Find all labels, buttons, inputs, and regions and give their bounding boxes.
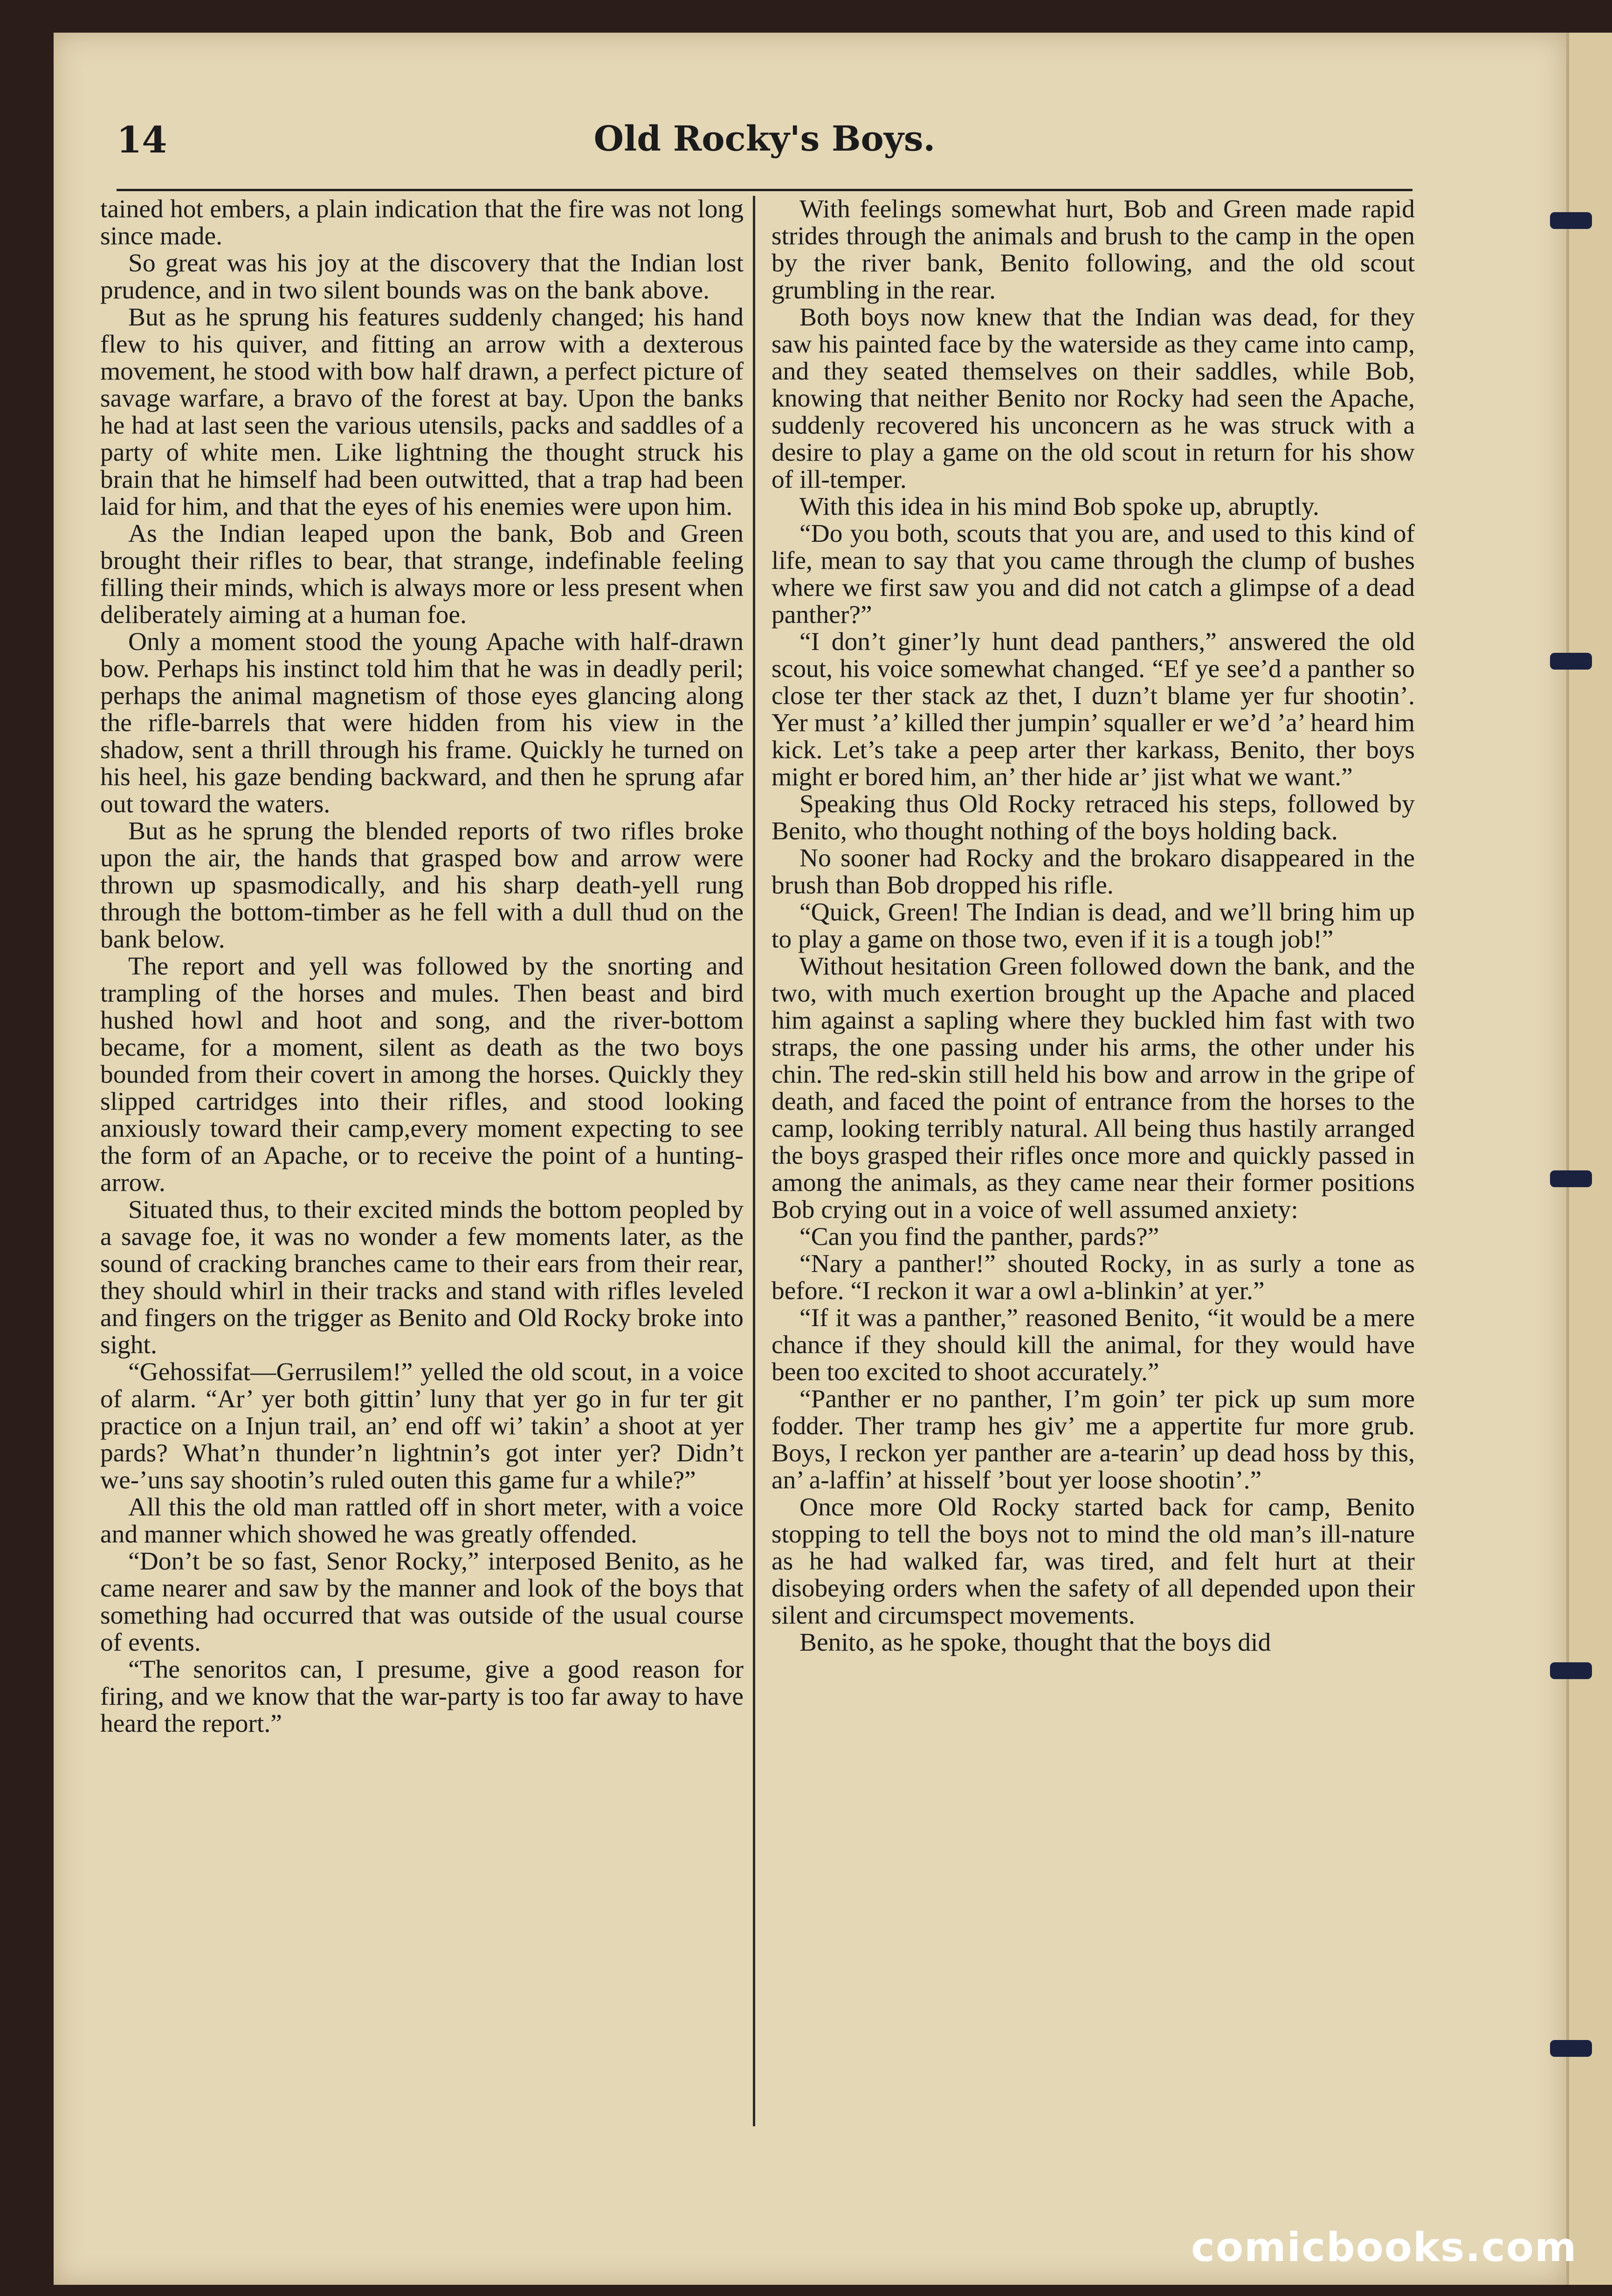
binding-stitch — [1550, 212, 1592, 229]
paragraph: Both boys now knew that the Indian was dead, for they saw his painted face by the waterside as they came into camp, and they seated themselves on their saddles, while Bob, knowing that neither Benito nor Rocky had seen the Apache, suddenly recovered his unconcern as he was struck with a desire to play a game on the old scout in return for his show of ill-temper. — [772, 303, 1415, 494]
paragraph: No sooner had Rocky and the brokaro disappeared in the brush than Bob dropped his rifle. — [772, 844, 1415, 899]
paragraph: “Can you find the panther, pards?” — [799, 1223, 1159, 1251]
paragraph: Benito, as he spoke, thought that the boys did — [799, 1628, 1271, 1657]
paragraph: tained hot embers, a plain indication that the fire was not long since made. — [100, 196, 744, 250]
paragraph: Without hesitation Green followed down the bank, and the two, with much exertion brought up the Apache and placed him against a sapling where they buckled him fast with two straps, the one passing under his arms, the other under his chin. The red-skin still held his bow and arrow in the gripe of death, and faced the point of entrance from the horses to the camp, looking terribly natural. All being thus hastily arranged the boys grasped their rifles once more and quickly passed in among the animals, as they came near their former positions Bob crying out in a voice of well assumed anxiety: — [772, 952, 1415, 1224]
paragraph: “If it was a panther,” reasoned Benito, “it would be a mere chance if they should kill the animal, for they would have been too excited to shoot accurately.” — [772, 1304, 1415, 1386]
paragraph: But as he sprung his features suddenly changed; his hand flew to his quiver, and fitting an arrow with a dexterous movement, he stood with bow half drawn, a perfect picture of savage warfare, a bravo of the forest at bay. Upon the banks he had at last seen the various utensils, packs and saddles of a party of white men. Like lightning the thought struck his brain that he himself had been outwitted, that a trap had been laid for him, and that the eyes of his enemies were upon him. — [100, 303, 744, 521]
paragraph: So great was his joy at the discovery that the Indian lost prudence, and in two silent bounds was on the bank above. — [100, 249, 744, 304]
page-header — [117, 119, 1412, 191]
binding-stitch — [1550, 2040, 1592, 2057]
paragraph: “I don’t giner’ly hunt dead panthers,” answered the old scout, his voice somewhat changed. “Ef ye see’d a panther so close ter ther stack az thet, I duzn’t blame yer fur shootin’. Yer must ’a’ killed ther jumpin’ squaller er we’d ’a’ heard him kick. Let’s take a peep arter ther karkass, Benito, ther boys might er bored him, an’ ther hide ar’ jist what we want.” — [772, 628, 1415, 791]
paragraph: With this idea in his mind Bob spoke up, abruptly. — [799, 492, 1319, 521]
paragraph: “Do you both, scouts that you are, and used to this kind of life, mean to say that you came through the clump of bushes where we first saw you and did not catch a glimpse of a dead panther?” — [772, 519, 1415, 629]
paragraph: All this the old man rattled off in short meter, with a voice and manner which showed he was greatly offended. — [100, 1493, 744, 1549]
paragraph: But as he sprung the blended reports of two rifles broke upon the air, the hands that grasped bow and arrow were thrown up spasmodically, and his sharp death-yell rung through the bottom-timber as he fell with a dull thud on the bank below. — [100, 817, 744, 954]
site-watermark: comicbooks.com — [1191, 2224, 1578, 2271]
paragraph: As the Indian leaped upon the bank, Bob and Green brought their rifles to bear, that strange, indefinable feeling filling their minds, which is always more or less present when deliberately aiming at a human foe. — [100, 519, 744, 629]
paragraph: With feelings somewhat hurt, Bob and Green made rapid strides through the animals and brush to the camp in the open by the river bank, Benito following, and the old scout grumbling in the rear. — [772, 196, 1415, 304]
paragraph: Once more Old Rocky started back for camp, Benito stopping to tell the boys not to mind the old man’s ill-nature as he had walked far, was tired, and felt hurt at their disobeying orders when the safety of all depended upon their silent and circumspect movements. — [772, 1493, 1415, 1630]
binding-stitch — [1550, 1662, 1592, 1679]
paragraph: “Quick, Green! The Indian is dead, and we’ll bring him up to play a game on those two, even if it is a tough job!” — [772, 898, 1415, 954]
running-title: Old Rocky's Boys. — [593, 119, 936, 159]
page-number: 14 — [117, 119, 167, 161]
binding-stitch — [1550, 653, 1592, 670]
paragraph: Situated thus, to their excited minds the bottom peopled by a savage foe, it was no wonder a few moments later, as the sound of cracking branches came to their ears from their rear, they should whirl in their tracks and stand with rifles leveled and fingers on the trigger as Benito and Old Rocky broke into sight. — [100, 1196, 744, 1359]
paragraph: The report and yell was followed by the snorting and trampling of the horses and mules. Then beast and bird hushed howl and hoot and song, and the river-bottom became, for a moment, silent as death as the two boys bounded from their covert in among the horses. Quickly they slipped cartridges into their rifles, and stood looking anxiously toward their camp,every moment expecting to see the form of an Apache, or to receive the point of a hunting-arrow. — [100, 952, 744, 1197]
paragraph: “Gehossifat—Gerrusilem!” yelled the old scout, in a voice of alarm. “Ar’ yer both gittin’ luny that yer go in fur ter git practice on a Injun trail, an’ end off wi’ takin’ a shoot at yer pards? What’n thunder’n lightnin’s got inter yer? Didn’t we-’uns say shootin’s ruled outen this game fur a while?” — [100, 1358, 744, 1494]
left-text-column — [100, 196, 744, 2145]
paragraph: “The senoritos can, I presume, give a good reason for firing, and we know that the war-party is too far away to have heard the report.” — [100, 1655, 744, 1738]
paragraph: “Nary a panther!” shouted Rocky, in as surly a tone as before. “I reckon it war a owl a-blinkin’ at yer.” — [772, 1250, 1415, 1305]
column-divider — [753, 196, 755, 2126]
paragraph: “Panther er no panther, I’m goin’ ter pick up sum more fodder. Ther tramp hes giv’ me a appertite fur more grub. Boys, I reckon yer panther are a-tearin’ up dead hoss by this, an’ a-laffin’ at hisself ’bout yer loose shootin’.” — [772, 1385, 1415, 1494]
paragraph: Only a moment stood the young Apache with half-drawn bow. Perhaps his instinct told him that he was in deadly peril; perhaps the animal magnetism of those eyes glancing along the rifle-barrels that were hidden from his view in the shadow, sent a thrill through his frame. Quickly he turned on his heel, his gaze bending backward, and then he sprung afar out toward the waters. — [100, 628, 744, 818]
right-text-column — [772, 196, 1415, 2145]
page-binding-edge — [1566, 33, 1612, 2285]
paragraph: Speaking thus Old Rocky retraced his steps, followed by Benito, who thought nothing of the boys holding back. — [772, 790, 1415, 845]
binding-stitch — [1550, 1170, 1592, 1187]
paragraph: “Don’t be so fast, Senor Rocky,” interposed Benito, as he came nearer and saw by the manner and look of the boys that something had occurred that was outside of the usual course of events. — [100, 1547, 744, 1657]
